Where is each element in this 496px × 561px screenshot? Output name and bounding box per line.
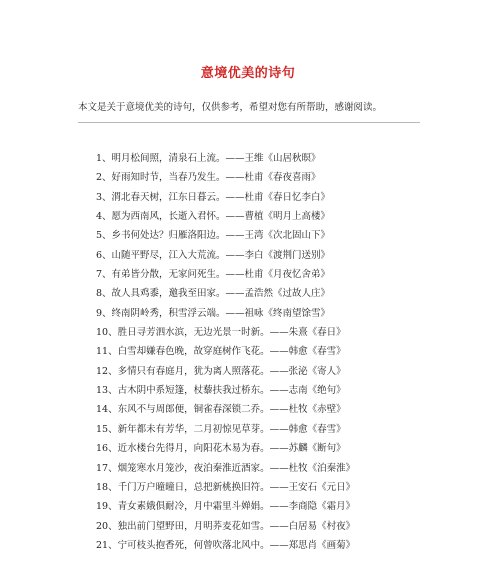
poem-line: 20、独出前门望野田，月明荞麦花如雪。——白居易《村夜》	[96, 520, 356, 532]
poem-line: 5、乡书何处达？归雁洛阳边。——王湾《次北固山下》	[96, 230, 331, 242]
poem-line: 19、青女素娥俱耐冷，月中霜里斗婵娟。——李商隐《霜月》	[96, 501, 356, 513]
poem-list	[96, 152, 355, 558]
poem-line: 15、新年都未有芳华，二月初惊见草芽。——韩愈《春雪》	[96, 423, 346, 435]
poem-line: 21、宁可枝头抱香死，何曾吹落北风中。——郑思肖《画菊》	[96, 539, 356, 551]
document-title: 意境优美的诗句	[200, 66, 296, 81]
poem-line: 14、东风不与周郎便，铜雀春深锁二乔。——杜牧《赤壁》	[96, 404, 346, 416]
poem-line: 6、山随平野尽，江入大荒流。——李白《渡荆门送别》	[96, 249, 331, 261]
poem-line: 17、烟笼寒水月笼沙，夜泊秦淮近酒家。——杜牧《泊秦淮》	[96, 462, 356, 474]
poem-line: 9、终南阴岭秀，积雪浮云端。——祖咏《终南望馀雪》	[96, 307, 331, 319]
intro-paragraph: 本文是关于意境优美的诗句，仅供参考，希望对您有所帮助，感谢阅读。	[78, 102, 383, 113]
section-divider	[78, 122, 420, 123]
poem-line: 11、白雪却嫌春色晚，故穿庭树作飞花。——韩愈《春雪》	[96, 346, 346, 358]
poem-line: 18、千门万户曈曈日，总把新桃换旧符。——王安石《元日》	[96, 481, 356, 493]
poem-line: 7、有弟皆分散，无家问死生。——杜甫《月夜忆舍弟》	[96, 269, 331, 281]
poem-line: 2、好雨知时节，当春乃发生。——杜甫《春夜喜雨》	[96, 172, 321, 184]
poem-line: 12、多情只有春庭月，犹为离人照落花。——张泌《寄人》	[96, 365, 346, 377]
poem-line: 10、胜日寻芳泗水滨，无边光景一时新。——朱熹《春日》	[96, 327, 346, 339]
poem-line: 4、愿为西南风，长逝入君怀。——曹植《明月上高楼》	[96, 211, 331, 223]
poem-line: 3、渭北春天树，江东日暮云。——杜甫《春日忆李白》	[96, 191, 331, 203]
poem-line: 1、明月松间照，清泉石上流。——王维《山居秋暝》	[96, 153, 321, 164]
poem-line: 13、古木阴中系短篷，杖藜扶我过桥东。——志南《绝句》	[96, 385, 346, 397]
poem-line: 16、近水楼台先得月，向阳花木易为春。——苏麟《断句》	[96, 443, 346, 455]
poem-line: 8、故人具鸡黍，邀我至田家。——孟浩然《过故人庄》	[96, 288, 331, 300]
